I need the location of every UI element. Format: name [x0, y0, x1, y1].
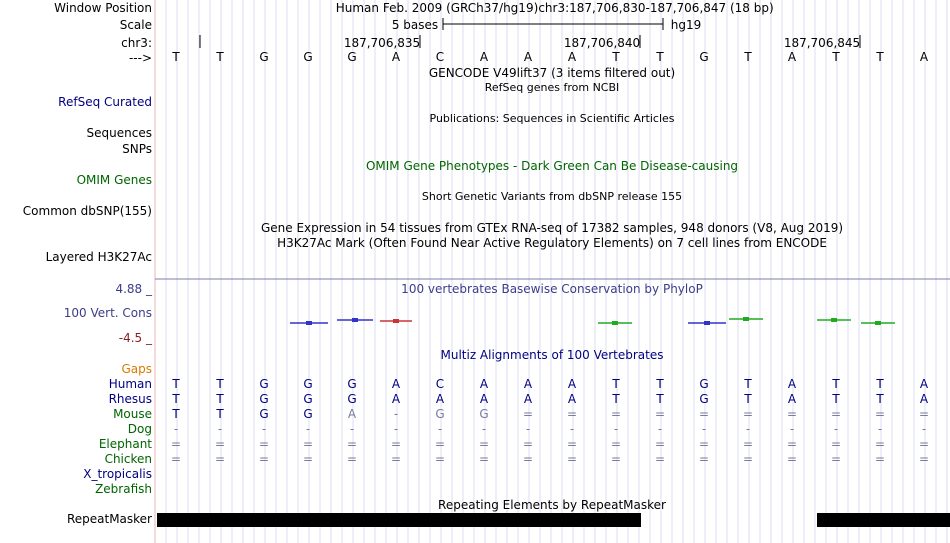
alignment-base: T	[656, 392, 664, 406]
reference-base: T	[612, 50, 620, 64]
reference-base: T	[832, 50, 840, 64]
reference-base: A	[919, 50, 929, 64]
alignment-base: =	[566, 407, 578, 421]
alignment-base: T	[612, 392, 620, 406]
alignment-base: =	[654, 437, 666, 451]
gtex-track-title[interactable]: Gene Expression in 54 tissues from GTEx RNA-seq of 17382 samples, 948 donors (V8, Aug 2019)	[260, 221, 844, 235]
alignment-base: =	[874, 407, 886, 421]
gencode-track-title[interactable]: GENCODE V49lift37 (3 items filtered out)	[428, 66, 676, 80]
alignment-base: =	[610, 407, 622, 421]
alignment-base: =	[478, 452, 490, 466]
alignment-base: A	[479, 392, 489, 406]
species-label-elephant[interactable]: Elephant	[98, 437, 152, 451]
reference-base: T	[656, 50, 664, 64]
species-label-chicken[interactable]: Chicken	[104, 452, 152, 466]
alignment-base: T	[744, 392, 752, 406]
alignment-base: -	[393, 407, 399, 421]
alignment-base: A	[919, 377, 929, 391]
alignment-base: -	[569, 422, 575, 436]
omim-track-title[interactable]: OMIM Gene Phenotypes - Dark Green Can Be Disease-causing	[365, 159, 739, 173]
omim-label[interactable]: OMIM Genes	[76, 173, 152, 187]
reference-base: G	[303, 50, 313, 64]
alignment-base: G	[347, 377, 357, 391]
scale-db: hg19	[670, 18, 702, 32]
alignment-base: A	[347, 407, 357, 421]
alignment-base: =	[522, 437, 534, 451]
alignment-base: T	[216, 392, 224, 406]
alignment-base: -	[173, 422, 179, 436]
alignment-base: =	[390, 437, 402, 451]
reference-base: G	[259, 50, 269, 64]
alignment-base: -	[261, 422, 267, 436]
alignment-base: =	[698, 437, 710, 451]
alignment-base: =	[610, 437, 622, 451]
reference-base: A	[567, 50, 577, 64]
alignment-base: A	[919, 392, 929, 406]
alignment-base: =	[830, 452, 842, 466]
species-label-human[interactable]: Human	[108, 377, 152, 391]
alignment-base: T	[744, 377, 752, 391]
alignment-base: =	[258, 452, 270, 466]
alignment-base: A	[567, 392, 577, 406]
alignment-base: G	[347, 392, 357, 406]
sequences-label[interactable]: Sequences	[86, 126, 152, 140]
dbsnp-track-title[interactable]: Short Genetic Variants from dbSNP release 155	[421, 190, 683, 203]
reference-base: G	[347, 50, 357, 64]
alignment-base: -	[349, 422, 355, 436]
alignment-base: =	[830, 437, 842, 451]
alignment-base: -	[921, 422, 927, 436]
alignment-base: T	[876, 392, 884, 406]
coord-tick-label: 187,706,835	[343, 36, 421, 50]
alignment-base: -	[393, 422, 399, 436]
alignment-base: =	[434, 452, 446, 466]
conservation-mark	[612, 321, 618, 325]
alignment-base: T	[876, 377, 884, 391]
reference-base: A	[787, 50, 797, 64]
alignment-base: =	[742, 437, 754, 451]
alignment-base: =	[918, 437, 930, 451]
alignment-base: =	[214, 437, 226, 451]
alignment-base: A	[787, 377, 797, 391]
refseq-track-title[interactable]: RefSeq genes from NCBI	[484, 81, 620, 94]
cons-label[interactable]: 100 Vert. Cons	[63, 306, 152, 320]
alignment-base: =	[654, 407, 666, 421]
alignment-base: T	[612, 377, 620, 391]
alignment-base: =	[654, 452, 666, 466]
alignment-base: =	[786, 452, 798, 466]
alignment-base: =	[566, 437, 578, 451]
alignment-base: =	[522, 407, 534, 421]
alignment-base: =	[698, 452, 710, 466]
alignment-base: =	[610, 452, 622, 466]
alignment-base: -	[613, 422, 619, 436]
alignment-base: G	[259, 407, 269, 421]
alignment-base: =	[698, 407, 710, 421]
alignment-base: -	[745, 422, 751, 436]
alignment-base: =	[302, 437, 314, 451]
species-label-rhesus[interactable]: Rhesus	[108, 392, 152, 406]
scale-label: Scale	[119, 18, 152, 32]
conservation-mark	[704, 321, 710, 325]
h3k27ac-track-title[interactable]: H3K27Ac Mark (Often Found Near Active Regulatory Elements) on 7 cell lines from ENCODE	[277, 236, 827, 250]
alignment-base: T	[832, 377, 840, 391]
reference-base: A	[479, 50, 489, 64]
alignment-base: G	[699, 377, 709, 391]
alignment-base: -	[525, 422, 531, 436]
alignment-base: -	[833, 422, 839, 436]
multiz-track-title[interactable]: Multiz Alignments of 100 Vertebrates	[440, 348, 664, 362]
reference-base: A	[523, 50, 533, 64]
snps-label[interactable]: SNPs	[122, 142, 152, 156]
species-label-mouse[interactable]: Mouse	[113, 407, 152, 421]
alignment-base: T	[656, 377, 664, 391]
alignment-base: T	[172, 392, 180, 406]
direction-label: --->	[128, 51, 152, 65]
repeat-block	[157, 513, 641, 527]
alignment-base: =	[258, 437, 270, 451]
alignment-base: A	[391, 392, 401, 406]
alignment-base: A	[391, 377, 401, 391]
alignment-base: =	[434, 437, 446, 451]
alignment-base: -	[437, 422, 443, 436]
alignment-base: =	[786, 437, 798, 451]
conservation-mark	[393, 319, 399, 323]
species-label-x-tropicalis[interactable]: X_tropicalis	[83, 467, 152, 481]
alignment-base: =	[874, 452, 886, 466]
alignment-base: T	[172, 377, 180, 391]
alignment-base: G	[303, 377, 313, 391]
alignment-base: -	[481, 422, 487, 436]
alignment-base: -	[877, 422, 883, 436]
alignment-base: T	[172, 407, 180, 421]
alignment-base: =	[742, 407, 754, 421]
alignment-base: A	[523, 377, 533, 391]
alignment-base: C	[435, 377, 445, 391]
alignment-base: =	[742, 452, 754, 466]
alignment-base: =	[478, 437, 490, 451]
reference-base: C	[435, 50, 445, 64]
coord-tick-label: 187,706,840	[563, 36, 641, 50]
alignment-base: -	[217, 422, 223, 436]
chrom-label: chr3:	[121, 36, 152, 50]
alignment-base: G	[259, 377, 269, 391]
repeatmasker-track-title[interactable]: Repeating Elements by RepeatMasker	[438, 498, 666, 512]
repeatmasker-label[interactable]: RepeatMasker	[66, 512, 152, 526]
alignment-base: =	[918, 407, 930, 421]
coord-tick-label: 187,706,845	[783, 36, 861, 50]
alignment-base: =	[874, 437, 886, 451]
alignment-base: T	[216, 407, 224, 421]
alignment-base: =	[830, 407, 842, 421]
refseq-label[interactable]: RefSeq Curated	[58, 95, 152, 109]
assembly-title: Human Feb. 2009 (GRCh37/hg19)	[335, 1, 539, 15]
gaps-label[interactable]: Gaps	[121, 362, 152, 376]
reference-base: T	[216, 50, 224, 64]
position-text[interactable]: chr3:187,706,830-187,706,847 (18 bp)	[538, 1, 774, 15]
alignment-base: =	[346, 437, 358, 451]
h3k27ac-label[interactable]: Layered H3K27Ac	[45, 250, 152, 264]
reference-base: T	[876, 50, 884, 64]
alignment-base: -	[305, 422, 311, 436]
conservation-mark	[306, 321, 312, 325]
alignment-base: =	[346, 452, 358, 466]
reference-base: T	[744, 50, 752, 64]
reference-base: G	[699, 50, 709, 64]
alignment-base: G	[479, 407, 489, 421]
cons-max-label: 4.88 _	[115, 282, 152, 296]
alignment-base: -	[701, 422, 707, 436]
repeat-block	[817, 513, 950, 527]
alignment-base: =	[566, 452, 578, 466]
alignment-base: =	[302, 452, 314, 466]
species-label-zebrafish[interactable]: Zebrafish	[95, 482, 152, 496]
alignment-base: A	[435, 392, 445, 406]
alignment-base: =	[522, 452, 534, 466]
alignment-base: A	[479, 377, 489, 391]
publications-track-title[interactable]: Publications: Sequences in Scientific Articles	[429, 112, 675, 125]
alignment-base: A	[787, 392, 797, 406]
species-label-dog[interactable]: Dog	[127, 422, 152, 436]
alignment-base: G	[303, 392, 313, 406]
alignment-base: -	[789, 422, 795, 436]
conservation-mark	[831, 318, 837, 322]
alignment-base: G	[259, 392, 269, 406]
alignment-base: A	[523, 392, 533, 406]
alignment-base: G	[303, 407, 313, 421]
conservation-mark	[352, 318, 358, 322]
alignment-base: T	[832, 392, 840, 406]
reference-base: A	[391, 50, 401, 64]
conservation-mark	[875, 321, 881, 325]
alignment-base: -	[657, 422, 663, 436]
window-position-label: Window Position	[54, 1, 152, 15]
alignment-base: T	[216, 377, 224, 391]
alignment-base: =	[170, 452, 182, 466]
alignment-base: =	[170, 437, 182, 451]
alignment-base: =	[214, 452, 226, 466]
alignment-base: A	[567, 377, 577, 391]
reference-base: T	[172, 50, 180, 64]
alignment-base: =	[918, 452, 930, 466]
scale-text: 5 bases	[391, 18, 439, 32]
dbsnp-label[interactable]: Common dbSNP(155)	[22, 204, 152, 218]
conservation-track-title[interactable]: 100 vertebrates Basewise Conservation by PhyloP	[401, 282, 703, 296]
alignment-base: =	[390, 452, 402, 466]
alignment-base: =	[786, 407, 798, 421]
alignment-base: G	[699, 392, 709, 406]
conservation-mark	[743, 317, 749, 321]
cons-min-label: -4.5 _	[118, 331, 152, 345]
alignment-base: G	[435, 407, 445, 421]
